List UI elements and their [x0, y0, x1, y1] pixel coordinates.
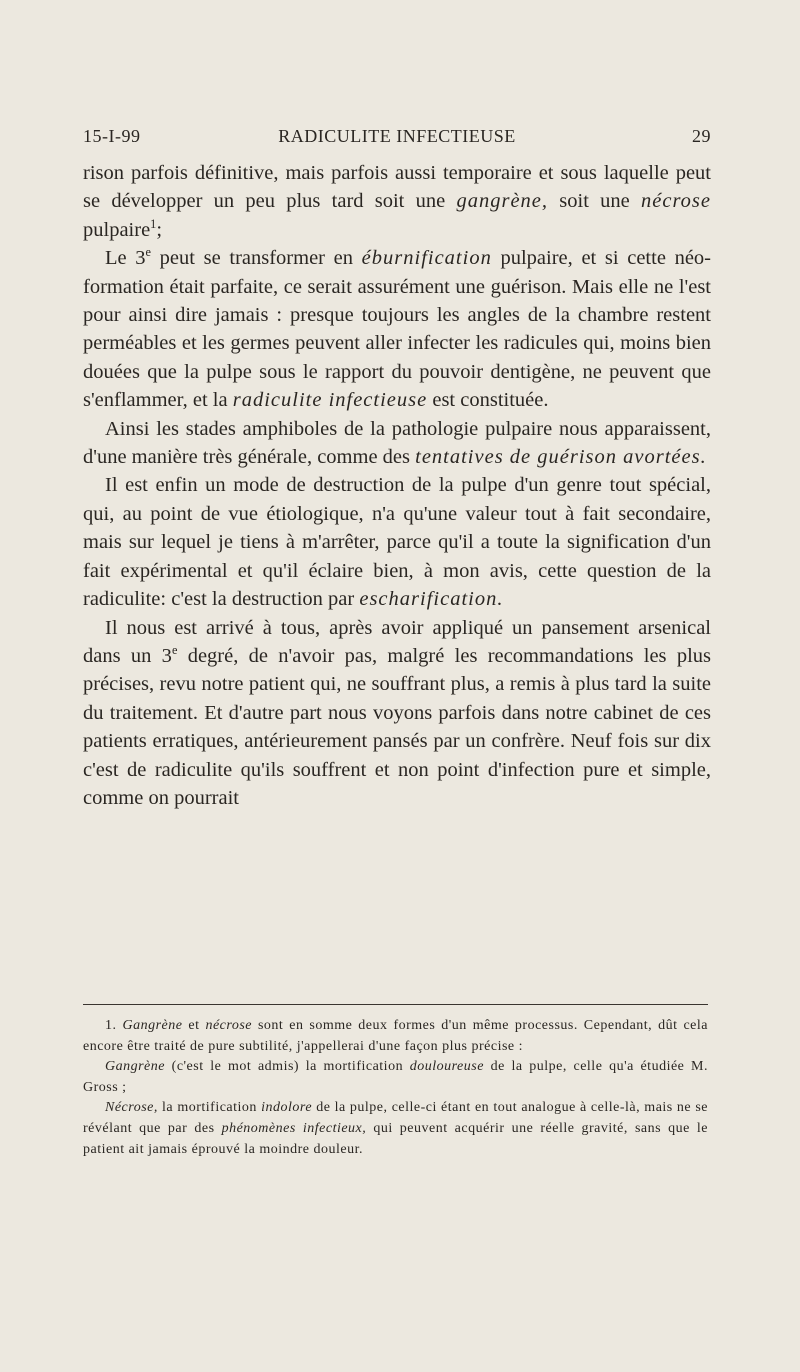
text-run: peut se transformer en — [151, 247, 362, 270]
italic-term: Nécrose, — [105, 1100, 158, 1116]
italic-term: éburnification — [361, 247, 492, 270]
text-run: de la pulpe, celle qu'a étudiée M. Gross ; — [83, 1059, 708, 1095]
italic-term: Gangrène — [105, 1059, 165, 1075]
text-run: qui peuvent acquérir une réelle gravité, sans que le patient ait jamais éprouvé la moindre douleur. — [83, 1120, 708, 1157]
paragraph-3 — [83, 415, 711, 472]
footnote-number: 1. — [105, 1018, 123, 1033]
text-run: Le 3 — [105, 247, 146, 270]
text-run: ; — [156, 218, 163, 241]
folio-date: 15-I-99 — [83, 126, 141, 146]
paragraph-5 — [83, 614, 711, 813]
italic-term: nécrose — [205, 1018, 252, 1033]
text-run: Ainsi les stades amphiboles de la pathologie pulpaire nous apparaissent, d'une manière très générale, comme des — [83, 417, 711, 469]
footnote-gangrene — [83, 1057, 708, 1098]
footnote-marker: 1 — [150, 216, 157, 231]
italic-term: Gangrène — [122, 1018, 183, 1033]
italic-term: escharification. — [359, 588, 504, 611]
text-run: de la pulpe, celle-ci étant en tout analogue à celle-là, mais ne se révélant que par des — [83, 1100, 708, 1136]
text-run: est constituée. — [427, 389, 549, 412]
text-run: degré, de n'avoir pas, malgré les recommandations les plus précises, revu notre patient qui, ne souffrant plus, a remis à plus tard la suite du traitement. Et d'autre part nous voyons parfois dans notre cabinet de ces patients erratiques, antérieurement pansés par un confrère. Neuf fois sur dix c'est de radiculite qu'ils souffrent et non point d'infection pure et simple, comme on pourrait — [83, 644, 711, 809]
text-run: soit une — [548, 190, 642, 213]
italic-term: tentatives de guérison avortées. — [415, 446, 707, 469]
footnote-necrose — [83, 1098, 708, 1160]
text-run: rison parfois définitive, mais parfois aussi temporaire et sous laquelle peut se développer un peu plus tard soit une — [83, 162, 711, 213]
text-run: pulpaire, et si cette néo-formation était parfaite, ce serait assurément une guérison. Mais elle ne l'est pour ainsi dire jamais : presque toujours les angles de la chambre restent perméables et les germes peuvent aller infecter les radicules qui, moins bien douées que la pulpe sous le rapport du pouvoir dentigène, ne peuvent que s'enflammer, et la — [83, 247, 712, 412]
text-run: Il nous est arrivé à tous, après avoir appliqué un pansement arsenical dans un 3 — [83, 616, 711, 667]
ordinal-superscript: e — [145, 245, 152, 260]
paragraph-1 — [83, 159, 711, 244]
paragraph-4 — [83, 471, 711, 613]
footnote-1 — [83, 1016, 708, 1057]
page-header — [83, 126, 711, 154]
text-run: pulpaire — [83, 218, 151, 241]
paragraph-2 — [83, 244, 711, 414]
italic-term: radiculite infectieuse — [232, 389, 428, 412]
text-run: (c'est le mot admis) la mortification — [165, 1059, 410, 1075]
page-number: 29 — [692, 126, 711, 146]
footnotes — [83, 1016, 708, 1160]
text-run: et — [182, 1018, 206, 1033]
footnote-rule — [83, 1004, 708, 1005]
italic-term: indolore — [261, 1100, 313, 1116]
text-run: Il est enfin un mode de destruction de la pulpe d'un genre tout spécial, qui, au point de vue étiologique, n'a qu'une valeur tout à fait secondaire, mais sur lequel je tiens à m'arrêter, parce qu'il a toute la signification d'un fait expérimental et qu'il éclaire bien, à mon avis, cette question de la radiculite: c'est la destruction par — [83, 474, 711, 611]
text-run: la mortification — [157, 1100, 262, 1116]
italic-term: phénomènes infectieux, — [221, 1120, 367, 1136]
ordinal-superscript: e — [171, 643, 178, 658]
body-text — [83, 159, 711, 812]
italic-term: nécrose — [641, 190, 712, 213]
text-run: sont en somme deux formes d'un même processus. Cependant, dût cela encore être traité de pure subtilité, j'appellerai d'une façon plus précise : — [83, 1018, 708, 1054]
italic-term: douloureuse — [409, 1059, 484, 1075]
running-title: RADICULITE INFECTIEUSE — [278, 126, 516, 146]
italic-term: gangrène, — [456, 190, 549, 213]
